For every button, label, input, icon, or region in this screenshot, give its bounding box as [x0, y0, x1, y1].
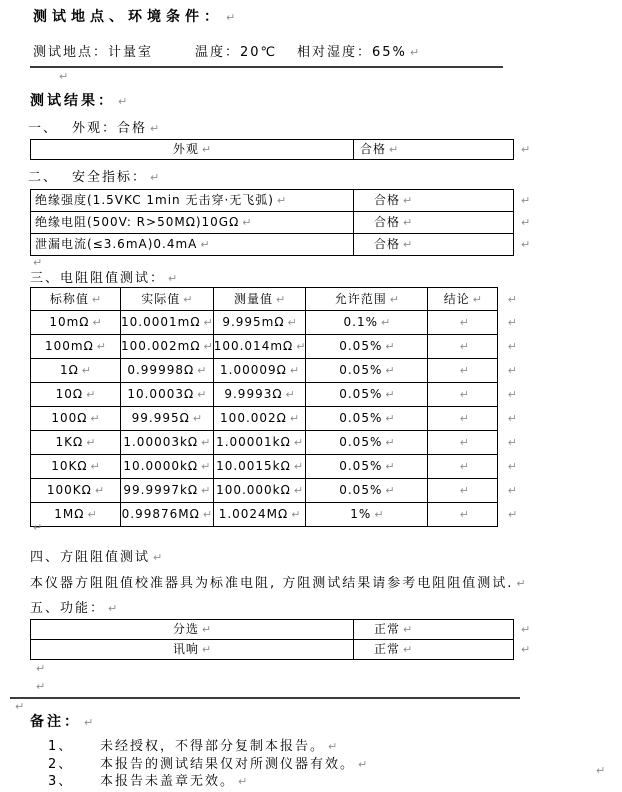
paragraph-mark-icon: ↵ [381, 316, 391, 329]
paragraph-mark-icon: ↵ [385, 388, 395, 401]
location-value: 计量室 [108, 45, 154, 60]
data-cell [213, 311, 306, 335]
paragraph-mark-icon: ↵ [516, 577, 526, 590]
cell-text: 100.000kΩ [216, 483, 291, 497]
paragraph-mark-icon: ↵ [201, 436, 211, 449]
cell-text: 0.05% [339, 339, 383, 353]
data-cell [121, 431, 214, 455]
data-cell [213, 503, 306, 527]
data-cell [121, 383, 214, 407]
location-label: 测试地点： [33, 45, 109, 60]
table-row [31, 234, 536, 256]
cell-text: 100KΩ [46, 483, 92, 497]
data-cell [213, 455, 306, 479]
header-cell [121, 288, 214, 311]
paragraph-mark-icon: ↵ [238, 775, 248, 788]
env-location [33, 41, 153, 60]
env-heading-text: 测试地点、环境条件： [33, 9, 223, 25]
paragraph-mark-icon: ↵ [293, 436, 304, 449]
data-cell [213, 359, 306, 383]
cell-text: 绝缘强度(1.5VKC 1min 无击穿·无飞弧) [35, 193, 274, 207]
paragraph-mark-icon: ↵ [33, 256, 43, 269]
paragraph-mark-icon: ↵ [150, 122, 160, 135]
appearance-table [30, 139, 536, 160]
cell-text: 1MΩ [54, 507, 85, 521]
data-cell [31, 383, 121, 407]
paragraph-mark-icon: ↵ [521, 194, 531, 207]
paragraph-mark-icon: ↵ [276, 194, 287, 207]
paragraph-mark-icon: ↵ [403, 623, 413, 636]
cell-result [354, 234, 514, 256]
paragraph-mark-icon: ↵ [507, 412, 518, 425]
paragraph-mark-icon: ↵ [507, 460, 518, 473]
data-cell [31, 311, 121, 335]
paragraph-mark-icon: ↵ [15, 700, 25, 713]
temperature-value: 20℃ [240, 45, 278, 60]
paragraph-mark-icon: ↵ [385, 460, 395, 473]
paragraph-mark-icon: ↵ [81, 364, 92, 377]
cell-name [31, 640, 354, 660]
row-end-mark [498, 407, 520, 431]
cell-text: 实际值 [141, 291, 181, 306]
paragraph-mark-icon: ↵ [293, 460, 304, 473]
paragraph-mark-icon: ↵ [507, 484, 518, 497]
item3-text: 三、电阻阻值测试： [30, 271, 166, 286]
item2-text: 安全指标： [72, 170, 148, 185]
data-cell [428, 455, 498, 479]
paragraph-mark-icon: ↵ [287, 316, 297, 329]
cell-text: 99.995Ω [131, 411, 190, 425]
item2-number: 二、 [28, 170, 59, 185]
cell-text: 0.99998Ω [127, 363, 195, 377]
cell-text: 0.05% [339, 363, 383, 377]
paragraph-mark-icon: ↵ [389, 143, 399, 156]
cell-name [31, 190, 354, 212]
row-end-mark [514, 190, 536, 212]
paragraph-mark-icon: ↵ [201, 143, 212, 156]
data-cell [428, 407, 498, 431]
paragraph-mark-icon: ↵ [275, 292, 286, 306]
env-humidity [297, 41, 419, 60]
remark-item [100, 735, 337, 754]
item4-sheet-resistance [30, 546, 162, 565]
data-cell [121, 311, 214, 335]
paragraph-mark-icon: ↵ [385, 412, 395, 425]
table-row [31, 640, 536, 660]
cell-text: 99.9997kΩ [123, 483, 199, 497]
cell-result [354, 640, 514, 660]
paragraph-mark-icon: ↵ [36, 662, 46, 675]
data-cell [213, 383, 306, 407]
data-cell [121, 503, 214, 527]
remark-item-number: 3、 [48, 774, 74, 789]
paragraph-mark-icon: ↵ [472, 292, 483, 306]
row-end-mark [498, 359, 520, 383]
data-cell [306, 335, 428, 359]
row-end-mark [514, 234, 536, 256]
paragraph-mark-icon: ↵ [201, 643, 212, 656]
row-end-mark [498, 503, 520, 527]
header-cell [306, 288, 428, 311]
paragraph-mark-icon: ↵ [459, 340, 470, 353]
horizontal-rule-bottom [10, 697, 520, 699]
paragraph-mark-icon: ↵ [507, 292, 518, 306]
cell-text: 100.002Ω [220, 411, 287, 425]
data-cell [121, 479, 214, 503]
paragraph-mark-icon: ↵ [226, 11, 236, 24]
paragraph-mark-icon: ↵ [87, 508, 97, 521]
temperature-label: 温度： [195, 45, 241, 60]
cell-text: 100mΩ [45, 339, 94, 353]
paragraph-mark-icon: ↵ [203, 340, 213, 353]
cell-text: 100.002mΩ [121, 339, 201, 353]
cell-text: 10.0001mΩ [121, 315, 201, 329]
paragraph-mark-icon: ↵ [403, 194, 413, 207]
function-table [30, 619, 536, 660]
paragraph-mark-icon: ↵ [385, 484, 395, 497]
paragraph-mark-icon: ↵ [459, 484, 470, 497]
remarks-heading-text: 备注： [30, 714, 81, 730]
data-cell [121, 335, 214, 359]
cell-text: 9.995mΩ [222, 315, 285, 329]
cell-text: 结论 [443, 291, 470, 306]
cell-text: 1.00003kΩ [123, 435, 199, 449]
paragraph-mark-icon: ↵ [409, 46, 420, 59]
paragraph-mark-icon: ↵ [508, 508, 518, 521]
remark-item-text: 本报告的测试结果仅对所测仪器有效。 [100, 757, 356, 772]
cell-text: 讯响 [172, 642, 199, 656]
paragraph-mark-icon: ↵ [285, 388, 295, 401]
paragraph-mark-icon: ↵ [459, 412, 470, 425]
paragraph-mark-icon: ↵ [118, 95, 128, 108]
paragraph-mark-icon: ↵ [200, 238, 210, 251]
paragraph-mark-icon: ↵ [521, 643, 531, 656]
paragraph-mark-icon: ↵ [293, 484, 304, 497]
cell-text: 10.0003Ω [127, 387, 195, 401]
paragraph-mark-icon: ↵ [203, 316, 213, 329]
remark-item-text: 未经授权，不得部分复制本报告。 [100, 739, 326, 754]
paragraph-mark-icon: ↵ [192, 412, 203, 425]
cell-text: 0.05% [339, 435, 383, 449]
paragraph-mark-icon: ↵ [459, 460, 470, 473]
paragraph-mark-icon: ↵ [92, 316, 102, 329]
item1-appearance [72, 117, 159, 136]
paragraph-mark-icon: ↵ [389, 292, 400, 306]
item3-resistance [30, 267, 177, 286]
data-cell [121, 407, 214, 431]
item1-number: 一、 [28, 121, 59, 136]
cell-text: 0.05% [339, 411, 383, 425]
paragraph-mark-icon: ↵ [385, 364, 395, 377]
cell-text: 0.05% [339, 387, 383, 401]
cell-text: 1.0024MΩ [218, 507, 289, 521]
paragraph-mark-icon: ↵ [374, 508, 384, 521]
cell-text: 1.00001kΩ [216, 435, 291, 449]
data-cell [31, 455, 121, 479]
safety-table [30, 189, 536, 256]
cell-text: 正常 [374, 642, 401, 656]
paragraph-mark-icon: ↵ [86, 388, 96, 401]
data-cell [428, 359, 498, 383]
table-row [31, 455, 520, 479]
table-row [31, 359, 520, 383]
cell-text: 分选 [172, 622, 199, 636]
data-cell [306, 455, 428, 479]
horizontal-rule-top [30, 66, 503, 68]
paragraph-mark-icon: ↵ [150, 171, 160, 184]
header-cell [428, 288, 498, 311]
cell-result [354, 212, 514, 234]
table-row [31, 335, 520, 359]
paragraph-mark-icon: ↵ [289, 412, 300, 425]
paragraph-mark-icon: ↵ [201, 484, 211, 497]
cell-text: 合格 [374, 215, 401, 229]
paragraph-mark-icon: ↵ [201, 460, 211, 473]
remark-item-number: 1、 [48, 739, 74, 754]
cell-result [354, 190, 514, 212]
humidity-value: 65% [372, 45, 407, 60]
data-cell [213, 335, 306, 359]
paragraph-mark-icon: ↵ [242, 216, 252, 229]
data-cell [213, 479, 306, 503]
data-cell [31, 503, 121, 527]
data-cell [306, 311, 428, 335]
cell-text: 10KΩ [51, 459, 88, 473]
paragraph-mark-icon: ↵ [596, 764, 606, 777]
data-cell [428, 335, 498, 359]
data-cell [31, 335, 121, 359]
table-row [31, 212, 536, 234]
row-end-mark [514, 640, 536, 660]
data-cell [31, 407, 121, 431]
paragraph-mark-icon: ↵ [291, 508, 301, 521]
table-row [31, 431, 520, 455]
cell-text: 1Ω [59, 363, 79, 377]
paragraph-mark-icon: ↵ [459, 508, 470, 521]
paragraph-mark-icon: ↵ [459, 316, 470, 329]
item5-text: 五、功能： [30, 601, 106, 616]
table-row [31, 190, 536, 212]
cell-text: 100Ω [51, 411, 88, 425]
cell-text: 0.05% [339, 483, 383, 497]
paragraph-mark-icon: ↵ [403, 238, 413, 251]
header-cell [31, 288, 121, 311]
paragraph-mark-icon: ↵ [202, 508, 213, 521]
item4-note [30, 572, 526, 591]
data-cell [428, 479, 498, 503]
data-cell [31, 479, 121, 503]
paragraph-mark-icon: ↵ [296, 340, 306, 353]
table-row [31, 311, 520, 335]
paragraph-mark-icon: ↵ [521, 238, 531, 251]
cell-text: 合格 [374, 237, 401, 251]
env-heading [33, 6, 235, 26]
table-row [31, 503, 520, 527]
paragraph-mark-icon: ↵ [521, 216, 531, 229]
paragraph-mark-icon: ↵ [153, 551, 163, 564]
data-cell [428, 383, 498, 407]
data-cell [213, 431, 306, 455]
paragraph-mark-icon: ↵ [36, 680, 46, 693]
paragraph-mark-icon: ↵ [507, 388, 518, 401]
row-end-mark [514, 212, 536, 234]
cell-text: 100.014mΩ [213, 339, 294, 353]
data-cell [306, 431, 428, 455]
cell-text: 合格 [374, 193, 401, 207]
paragraph-mark-icon: ↵ [459, 388, 470, 401]
paragraph-mark-icon: ↵ [197, 388, 207, 401]
table-header-row [31, 288, 520, 311]
row-end-mark [514, 140, 536, 160]
cell-text: 10Ω [55, 387, 84, 401]
cell-text: 绝缘电阻(500V: R>50MΩ)10GΩ [35, 215, 240, 229]
cell-text: 1KΩ [55, 435, 84, 449]
resistance-table [30, 287, 520, 527]
paragraph-mark-icon: ↵ [358, 758, 368, 771]
row-end-mark [498, 288, 520, 311]
cell-text: 合格 [360, 142, 387, 156]
cell-text: 泄漏电流(≤3.6mA)0.4mA [35, 237, 198, 251]
row-end-mark [498, 311, 520, 335]
paragraph-mark-icon: ↵ [459, 436, 470, 449]
cell-name [31, 212, 354, 234]
paragraph-mark-icon: ↵ [385, 340, 395, 353]
paragraph-mark-icon: ↵ [459, 364, 470, 377]
cell-result [354, 140, 514, 160]
header-cell [213, 288, 306, 311]
data-cell [213, 407, 306, 431]
results-heading-text: 测试结果： [30, 93, 115, 109]
cell-text: 正常 [374, 622, 401, 636]
data-cell [306, 479, 428, 503]
item5-function [30, 597, 117, 616]
row-end-mark [498, 479, 520, 503]
data-cell [306, 359, 428, 383]
paragraph-mark-icon: ↵ [84, 716, 94, 729]
paragraph-mark-icon: ↵ [201, 623, 212, 636]
paragraph-mark-icon: ↵ [328, 740, 338, 753]
remark-item [100, 770, 247, 789]
paragraph-mark-icon: ↵ [197, 364, 207, 377]
row-end-mark [498, 335, 520, 359]
cell-text: 外观 [172, 142, 199, 156]
paragraph-mark-icon: ↵ [108, 602, 118, 615]
data-cell [306, 503, 428, 527]
item2-safety [72, 166, 159, 185]
data-cell [121, 455, 214, 479]
data-cell [31, 431, 121, 455]
data-cell [428, 431, 498, 455]
remark-item-number: 2、 [48, 757, 74, 772]
paragraph-mark-icon: ↵ [403, 216, 413, 229]
data-cell [428, 503, 498, 527]
cell-text: 0.99876MΩ [121, 507, 200, 521]
paragraph-mark-icon: ↵ [183, 292, 193, 306]
data-cell [121, 359, 214, 383]
paragraph-mark-icon: ↵ [90, 460, 100, 473]
cell-result [354, 620, 514, 640]
paragraph-mark-icon: ↵ [33, 521, 43, 534]
data-cell [306, 407, 428, 431]
row-end-mark [498, 431, 520, 455]
cell-text: 允许范围 [334, 291, 387, 306]
paragraph-mark-icon: ↵ [289, 364, 300, 377]
cell-text: 标称值 [49, 291, 89, 306]
paragraph-mark-icon: ↵ [94, 484, 105, 497]
remark-item-text: 本报告未盖章无效。 [100, 774, 236, 789]
table-row [31, 479, 520, 503]
paragraph-mark-icon: ↵ [507, 340, 518, 353]
cell-text: 测量值 [233, 291, 273, 306]
cell-text: 1.00009Ω [220, 363, 287, 377]
paragraph-mark-icon: ↵ [96, 340, 106, 353]
humidity-label: 相对湿度： [297, 45, 373, 60]
cell-name [31, 620, 354, 640]
cell-text: 10.0015kΩ [216, 459, 291, 473]
cell-text: 0.1% [343, 315, 379, 329]
cell-name [31, 234, 354, 256]
item4-text: 四、方阻阻值测试 [30, 550, 151, 565]
paragraph-mark-icon: ↵ [59, 70, 69, 83]
paragraph-mark-icon: ↵ [507, 316, 518, 329]
paragraph-mark-icon: ↵ [403, 643, 413, 656]
paragraph-mark-icon: ↵ [521, 143, 531, 156]
paragraph-mark-icon: ↵ [521, 623, 531, 636]
env-temperature [195, 41, 277, 60]
paragraph-mark-icon: ↵ [86, 436, 96, 449]
paragraph-mark-icon: ↵ [507, 436, 518, 449]
table-row [31, 140, 536, 160]
cell-text: 10.0000kΩ [123, 459, 199, 473]
paragraph-mark-icon: ↵ [385, 436, 395, 449]
table-row [31, 620, 536, 640]
table-row [31, 407, 520, 431]
paragraph-mark-icon: ↵ [90, 412, 100, 425]
cell-name [31, 140, 354, 160]
row-end-mark [498, 455, 520, 479]
remarks-heading [30, 711, 93, 731]
data-cell [31, 359, 121, 383]
item4-note-text: 本仪器方阻阻值校准器具为标准电阻, 方阻测试结果请参考电阻阻值测试. [30, 576, 514, 591]
data-cell [428, 311, 498, 335]
cell-text: 0.05% [339, 459, 383, 473]
paragraph-mark-icon: ↵ [168, 272, 178, 285]
paragraph-mark-icon: ↵ [91, 292, 102, 306]
table-row [31, 383, 520, 407]
cell-text: 10mΩ [49, 315, 90, 329]
cell-text: 9.9993Ω [224, 387, 283, 401]
cell-text: 1% [350, 507, 372, 521]
row-end-mark [498, 383, 520, 407]
row-end-mark [514, 620, 536, 640]
item1-text: 外观：合格 [72, 121, 148, 136]
results-heading [30, 90, 127, 110]
paragraph-mark-icon: ↵ [507, 364, 518, 377]
data-cell [306, 383, 428, 407]
